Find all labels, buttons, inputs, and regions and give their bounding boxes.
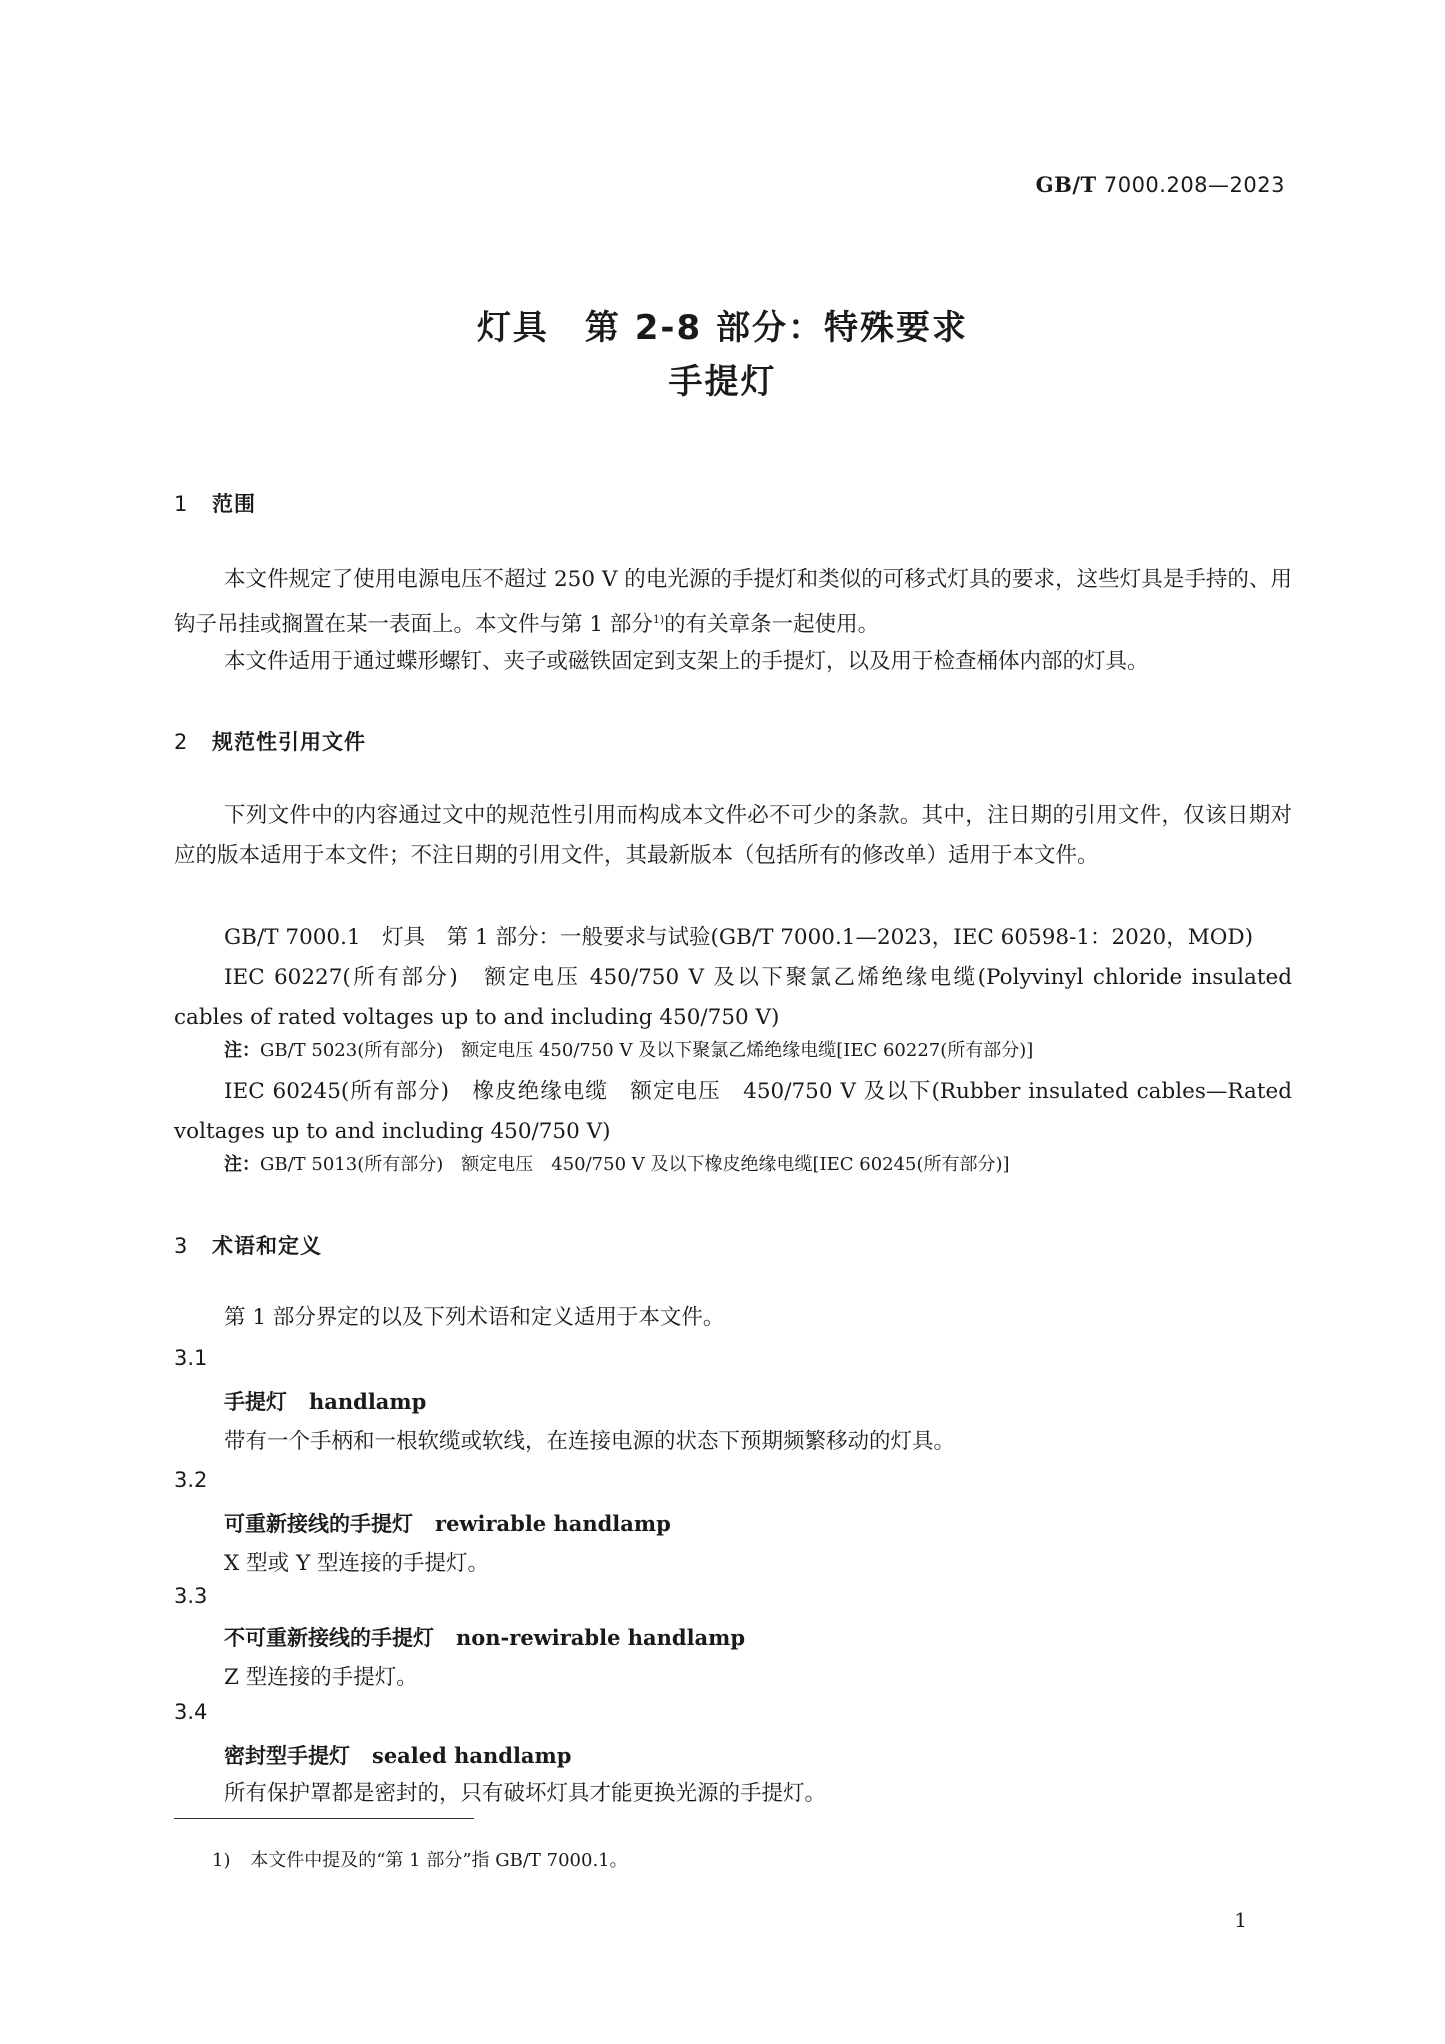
note-label: 注：	[224, 1154, 260, 1175]
reference-gbt-7000-1: GB/T 7000.1 灯具 第 1 部分：一般要求与试验(GB/T 7000.1—2023，IEC 60598-1：2020，MOD)	[224, 925, 1253, 950]
section-number: 3	[174, 1234, 189, 1258]
scope-paragraph-1	[174, 560, 1292, 645]
term-number: 3.4	[174, 1700, 208, 1724]
section-heading-normative-references	[174, 726, 366, 756]
page-number: 1	[1234, 1908, 1247, 1932]
footnote-divider	[174, 1818, 474, 1819]
term-en: non-rewirable handlamp	[456, 1625, 746, 1650]
note-text: GB/T 5023(所有部分) 额定电压 450/750 V 及以下聚氯乙烯绝缘电缆[IEC 60227(所有部分)]	[260, 1040, 1034, 1061]
footnote-mark: 1)	[212, 1850, 231, 1871]
document-code-prefix: GB/T	[1035, 172, 1097, 197]
term-zh: 不可重新接线的手提灯	[224, 1626, 434, 1650]
term-definition: 所有保护罩都是密封的，只有破坏灯具才能更换光源的手提灯。	[224, 1781, 827, 1806]
footnote-text: 本文件中提及的“第 1 部分”指 GB/T 7000.1。	[250, 1850, 628, 1871]
term-en: handlamp	[309, 1389, 427, 1414]
scope-paragraph-1-tail: 的有关章条一起使用。	[664, 612, 880, 638]
term-title	[224, 1622, 745, 1652]
document-code-number: 7000.208—2023	[1103, 173, 1285, 197]
section-heading-scope	[174, 488, 256, 518]
terms-intro: 第 1 部分界定的以及下列术语和定义适用于本文件。	[224, 1305, 725, 1330]
term-definition: Z 型连接的手提灯。	[224, 1665, 418, 1690]
term-number: 3.2	[174, 1468, 208, 1492]
reference-note-1	[224, 1036, 1033, 1062]
term-number: 3.3	[174, 1584, 208, 1608]
scope-paragraph-1-text: 本文件规定了使用电源电压不超过 250 V 的电光源的手提灯和类似的可移式灯具的要求，这些灯具是手持的、用钩子吊挂或搁置在某一表面上。本文件与第 1 部分	[174, 567, 1292, 638]
document-code	[1036, 172, 1285, 197]
term-title	[224, 1508, 671, 1538]
term-definition: 带有一个手柄和一根软缆或软线，在连接电源的状态下预期频繁移动的灯具。	[224, 1429, 956, 1454]
term-en: sealed handlamp	[372, 1743, 572, 1768]
reference-iec-60245: IEC 60245(所有部分) 橡皮绝缘电缆 额定电压 450/750 V 及以下(Rubber insulated cables—Rated voltages up to and including 450/750 V)	[174, 1079, 1292, 1144]
reference-iec-60227: IEC 60227(所有部分) 额定电压 450/750 V 及以下聚氯乙烯绝缘电缆(Polyvinyl chloride insulated cables of rated voltages up to and including 450/750 V)	[174, 965, 1292, 1030]
normative-references-intro: 下列文件中的内容通过文中的规范性引用而构成本文件必不可少的条款。其中，注日期的引用文件，仅该日期对应的版本适用于本文件；不注日期的引用文件，其最新版本（包括所有的修改单）适用于本文件。	[174, 803, 1292, 868]
term-zh: 密封型手提灯	[224, 1744, 350, 1768]
section-heading-terms	[174, 1230, 322, 1260]
document-title-line2: 手提灯	[668, 362, 777, 402]
term-definition: X 型或 Y 型连接的手提灯。	[224, 1551, 490, 1576]
reference-note-2	[224, 1150, 1010, 1176]
term-number: 3.1	[174, 1346, 208, 1370]
section-number: 1	[174, 492, 189, 516]
section-title: 范围	[212, 492, 256, 516]
scope-paragraph-2: 本文件适用于通过蝶形螺钉、夹子或磁铁固定到支架上的手提灯，以及用于检查桶体内部的灯具。	[224, 649, 1149, 674]
document-title-line1: 灯具 第 2-8 部分：特殊要求	[476, 308, 969, 348]
note-text: GB/T 5013(所有部分) 额定电压 450/750 V 及以下橡皮绝缘电缆[IEC 60245(所有部分)]	[260, 1154, 1010, 1175]
term-zh: 可重新接线的手提灯	[224, 1512, 413, 1536]
section-title: 规范性引用文件	[212, 730, 366, 754]
term-title	[224, 1386, 426, 1416]
footnote	[212, 1846, 628, 1872]
note-label: 注：	[224, 1040, 260, 1061]
footnote-reference: 1)	[652, 613, 665, 626]
term-title	[224, 1740, 571, 1770]
term-en: rewirable handlamp	[435, 1511, 671, 1536]
section-number: 2	[174, 730, 189, 754]
term-zh: 手提灯	[224, 1390, 287, 1414]
section-title: 术语和定义	[212, 1234, 322, 1258]
